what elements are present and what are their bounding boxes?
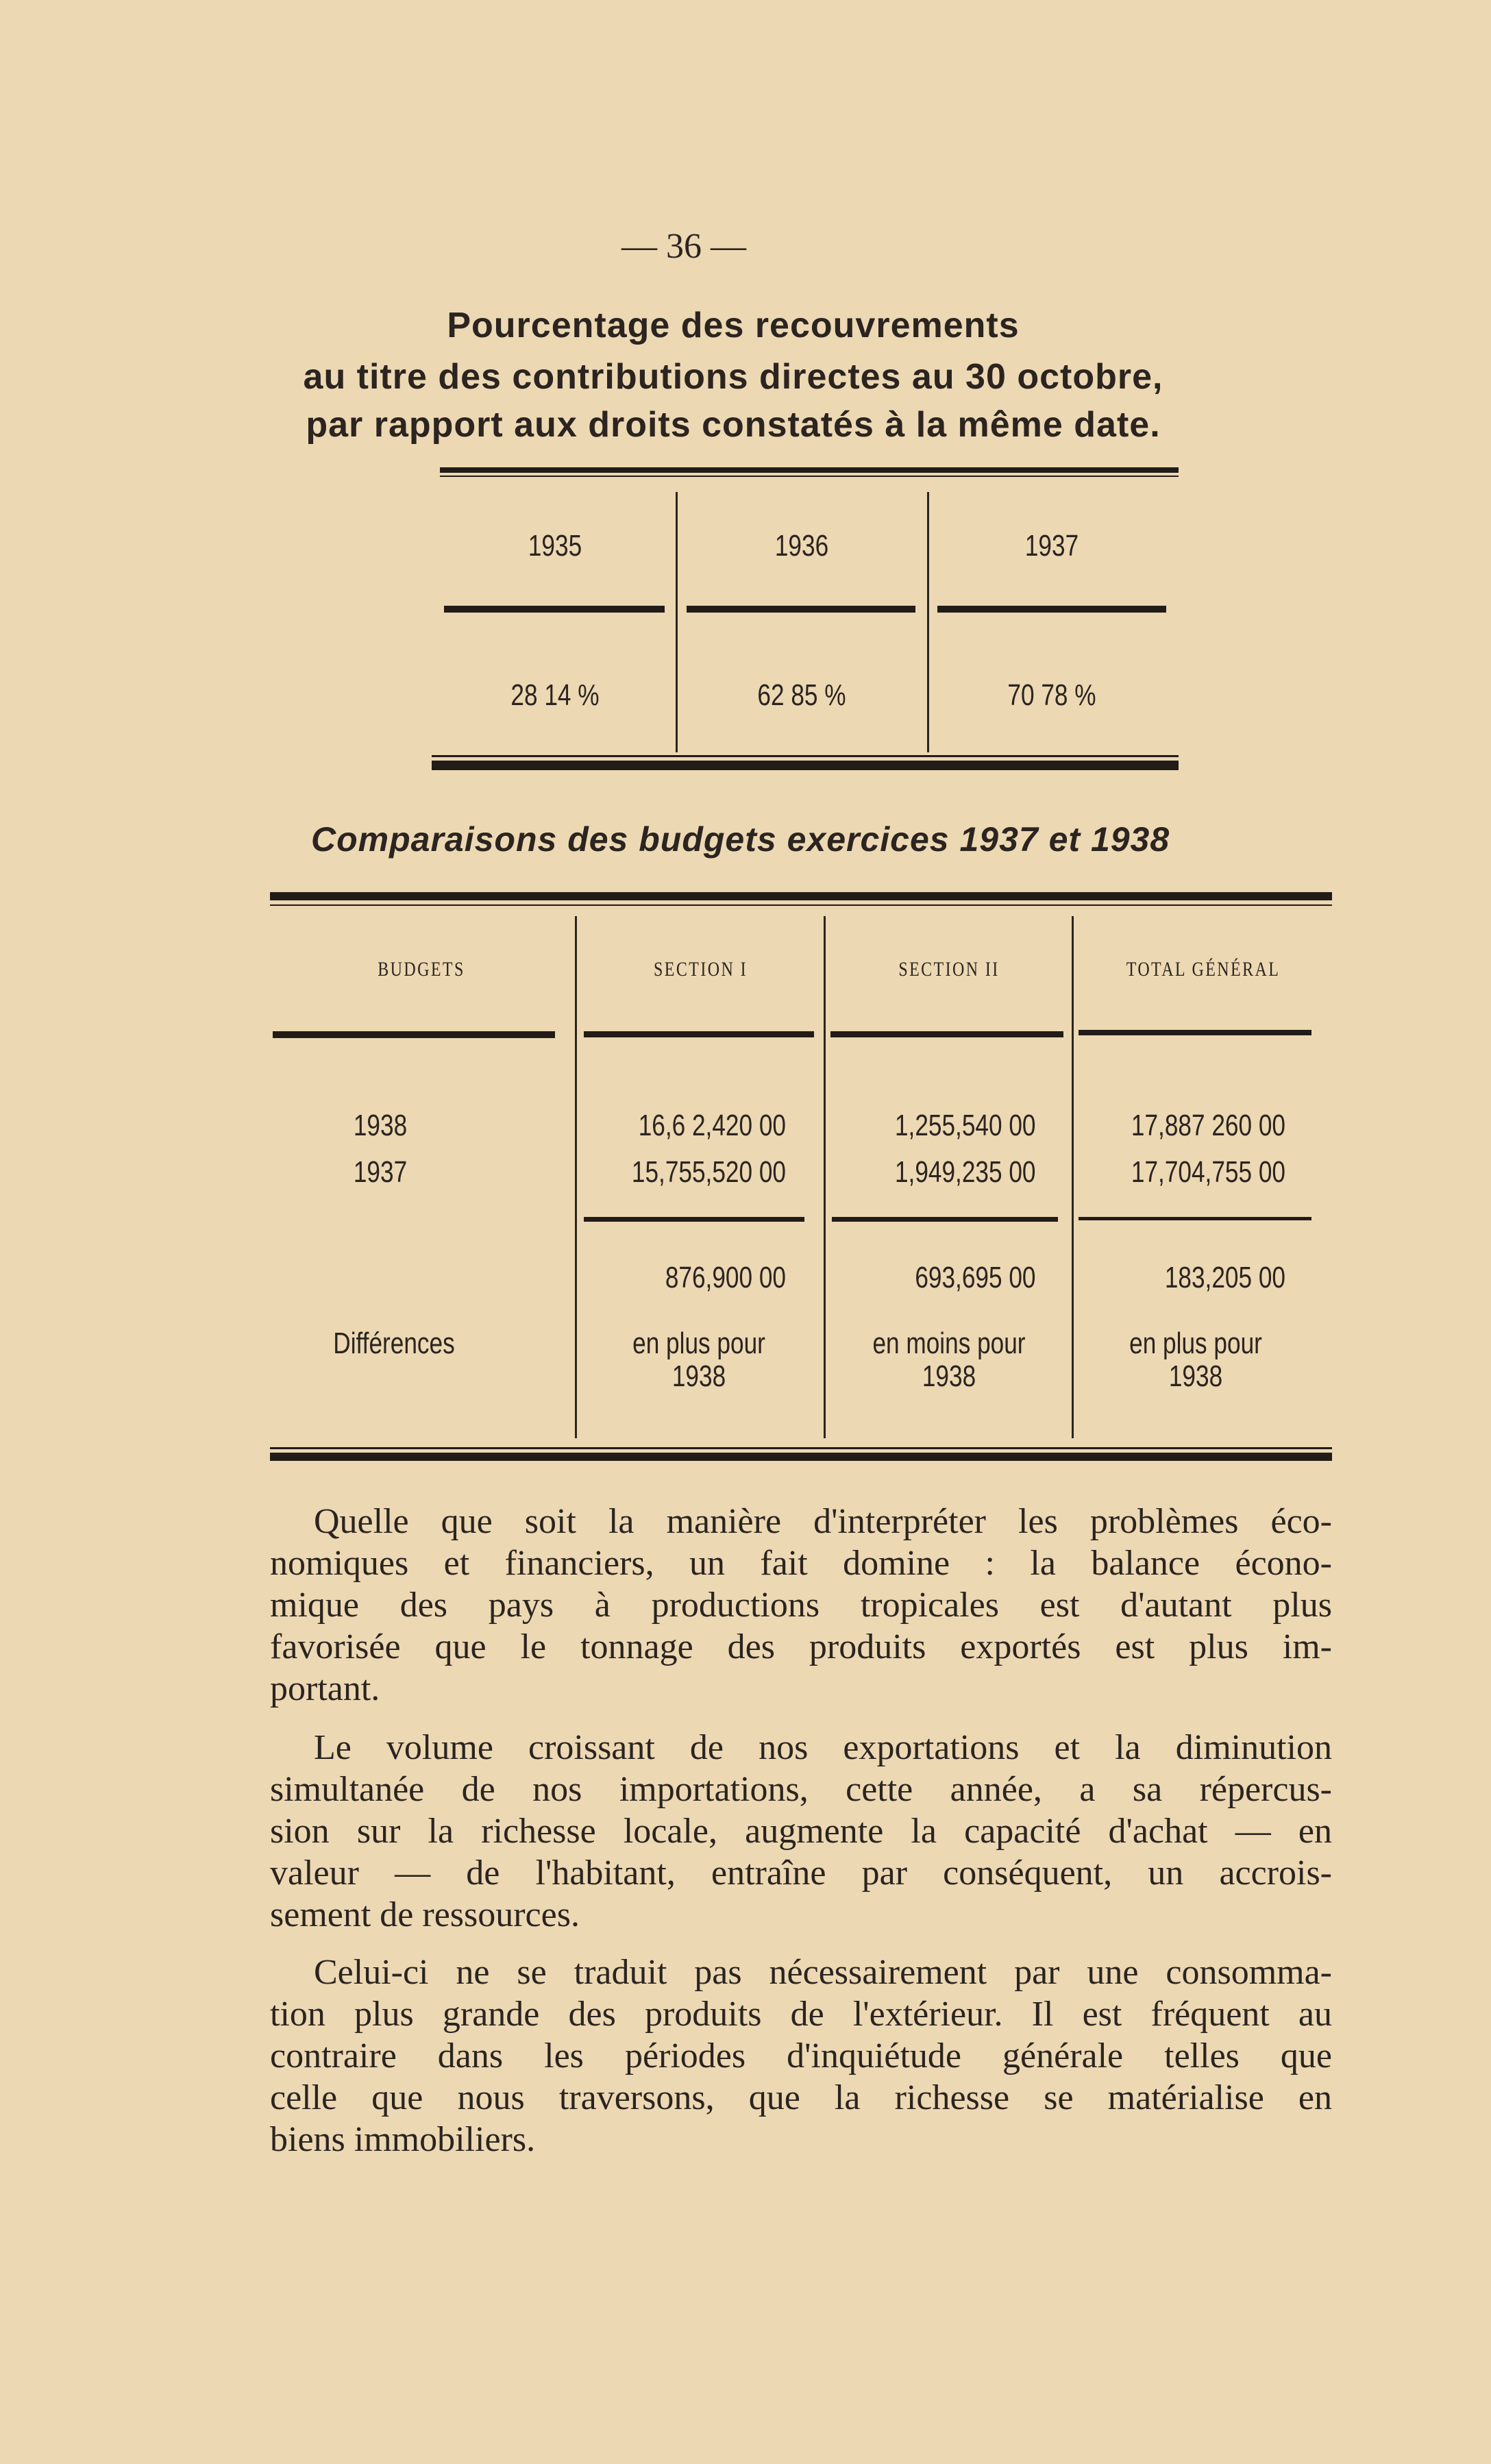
text-line: tion plus grande des produits de l'extérieur. Il est fréquent au	[270, 1995, 1332, 2034]
table-top-rule	[440, 467, 1179, 473]
year-header: 1935	[528, 529, 582, 563]
row-label: 1938	[353, 1109, 408, 1142]
year-header: 1936	[774, 529, 829, 563]
percentage-value: 62 85 %	[757, 678, 846, 712]
header-section-2: SECTION II	[898, 958, 1000, 981]
section1-value: 15,755,520 00	[631, 1155, 786, 1189]
table-top-rule-thin	[440, 476, 1179, 477]
total-note: en plus pour	[1129, 1327, 1262, 1360]
section2-difference: 693,695 00	[915, 1261, 1036, 1294]
paragraph-2	[270, 1727, 1332, 1936]
text-line: portant.	[270, 1669, 380, 1708]
section1-note: en plus pour	[632, 1327, 765, 1360]
section2-note: en moins pour	[872, 1327, 1026, 1360]
table-bottom-rule	[270, 1453, 1332, 1461]
header-rule	[273, 1031, 555, 1038]
section2-value: 1,255,540 00	[894, 1109, 1036, 1142]
header-rule	[937, 606, 1166, 613]
section1-note-year: 1938	[671, 1359, 726, 1393]
total-value: 17,704,755 00	[1131, 1155, 1285, 1189]
section1-value: 16,6 2,420 00	[638, 1109, 786, 1142]
table-top-rule	[270, 892, 1332, 900]
text-line: Quelle que soit la manière d'interpréter les problèmes éco-	[314, 1502, 1332, 1541]
text-line: sement de ressources.	[270, 1895, 580, 1934]
text-line: contraire dans les périodes d'inquiétude générale telles que	[270, 2036, 1332, 2075]
sum-rule	[1079, 1217, 1311, 1220]
column-divider	[824, 916, 826, 1438]
total-value: 17,887 260 00	[1131, 1109, 1285, 1142]
table1-title-line-1: Pourcentage des recouvrements	[447, 306, 1020, 345]
differences-label: Différences	[333, 1327, 455, 1360]
text-line: simultanée de nos importations, cette année, a sa répercus-	[270, 1770, 1332, 1809]
text-line: valeur — de l'habitant, entraîne par conséquent, un accrois-	[270, 1853, 1332, 1893]
text-line: Le volume croissant de nos exportations et la diminution	[314, 1728, 1332, 1767]
header-rule	[687, 606, 915, 613]
percentage-value: 70 78 %	[1007, 678, 1096, 712]
table1-title-line-3: par rapport aux droits constatés à la même date.	[306, 405, 1161, 445]
paragraph-3	[270, 1951, 1332, 2160]
year-header: 1937	[1024, 529, 1079, 563]
header-rule	[830, 1031, 1063, 1037]
text-line: biens immobiliers.	[270, 2120, 536, 2159]
section2-note-year: 1938	[922, 1359, 976, 1393]
column-divider	[1072, 916, 1074, 1438]
sum-rule	[832, 1217, 1058, 1222]
table1-title-line-2: au titre des contributions directes au 30 octobre,	[303, 357, 1163, 397]
page-number: — 36 —	[621, 227, 746, 266]
total-note-year: 1938	[1168, 1359, 1223, 1393]
header-budgets: BUDGETS	[378, 958, 465, 981]
table2-title: Comparaisons des budgets exercices 1937 et 1938	[311, 820, 1170, 859]
percentage-value: 28 14 %	[510, 678, 600, 712]
total-difference: 183,205 00	[1164, 1261, 1285, 1294]
column-divider	[575, 916, 577, 1438]
table-top-rule-thin	[270, 904, 1332, 906]
header-rule	[444, 606, 665, 613]
header-total: TOTAL GÉNÉRAL	[1126, 958, 1281, 981]
text-line: sion sur la richesse locale, augmente la capacité d'achat — en	[270, 1812, 1332, 1851]
header-rule	[1079, 1030, 1311, 1035]
column-divider	[927, 492, 929, 752]
row-label: 1937	[353, 1155, 408, 1189]
table-bottom-rule-thin	[270, 1447, 1332, 1449]
table-bottom-rule-thin	[432, 755, 1179, 757]
paragraph-1	[270, 1501, 1332, 1710]
text-line: favorisée que le tonnage des produits exportés est plus im-	[270, 1627, 1332, 1666]
text-line: Celui-ci ne se traduit pas nécessairement par une consomma-	[314, 1953, 1332, 1992]
text-line: nomiques et financiers, un fait domine : la balance écono-	[270, 1544, 1332, 1583]
sum-rule	[584, 1217, 804, 1222]
section2-value: 1,949,235 00	[894, 1155, 1036, 1189]
section1-difference: 876,900 00	[665, 1261, 786, 1294]
column-divider	[676, 492, 678, 752]
table-bottom-rule	[432, 761, 1179, 770]
header-rule	[584, 1031, 814, 1037]
text-line: celle que nous traversons, que la richesse se matérialise en	[270, 2078, 1332, 2117]
header-section-1: SECTION I	[654, 958, 748, 981]
text-line: mique des pays à productions tropicales est d'autant plus	[270, 1586, 1332, 1625]
